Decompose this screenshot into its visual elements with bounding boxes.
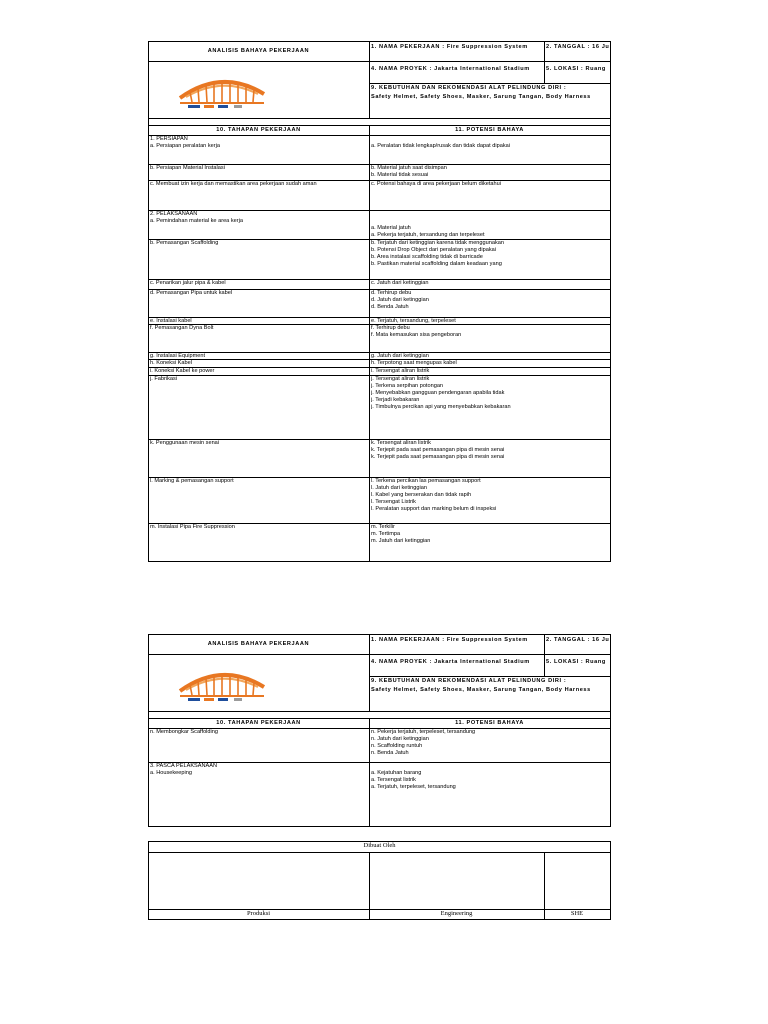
hazard-text: k. Terjepit pada saat pemasangan pipa di mesin senai (371, 454, 505, 460)
hazard-text: n. Jatuh dari ketinggian (371, 736, 429, 742)
form-title-p2: ANALISIS BAHAYA PEKERJAAN (207, 641, 310, 647)
signoff-she: SHE (570, 910, 584, 917)
job-date-p2: 2. TANGGAL : 16 Ju (546, 637, 610, 643)
hazard-text: j. Terkena serpihan potongan (371, 383, 444, 389)
col-header-hazards: 11. POTENSI BAHAYA (455, 127, 524, 133)
project-name-p2: 4. NAMA PROYEK : Jakarta International Stadium (371, 659, 530, 665)
hazard-text: b. Material jatuh saat disimpan (371, 165, 447, 171)
hazard-text: l. Kabel yang berserakan dan tidak rapih (371, 492, 472, 498)
hazard-text: j. Tersengat aliran listrik (371, 376, 430, 382)
hazard-text: i. Tersengat aliran listrik (371, 368, 430, 374)
work-step-text: c. Membuat izin kerja dan memastikan area pekerjaan sudah aman (150, 181, 317, 187)
ppe-items: Safety Helmet, Safety Shoes, Masker, Sarung Tangan, Body Harness (371, 94, 591, 100)
work-step-text: m. Instalasi Pipa Fire Suppression (150, 524, 235, 530)
work-step-text: j. Fabrikasi (150, 376, 178, 382)
col-header-hazards-p2: 11. POTENSI BAHAYA (455, 720, 524, 726)
hazard-text: f. Terhirup debu (371, 325, 410, 331)
hazard-text: b. Pastikan material scaffolding dalam keadaan yang (371, 261, 502, 267)
hazard-text: h. Terpotong saat mengupas kabel (371, 360, 457, 366)
border-right (610, 41, 611, 562)
hazard-text: n. Benda Jatuh (371, 750, 409, 756)
hazard-text: k. Tersengat aliran listrik (371, 440, 431, 446)
jha-sheet-page-2 (148, 634, 611, 922)
hazard-text: j. Terjadi kebakaran (371, 397, 420, 403)
work-step-text: e. Instalasi kabel (150, 318, 192, 324)
col-header-steps-p2: 10. TAHAPAN PEKERJAAN (216, 720, 301, 726)
hazard-text: a. Peralatan tidak lengkap/rusak dan tidak dapat dipakai (371, 143, 511, 149)
work-step-text: g. Instalasi Equipment (150, 353, 206, 359)
hazard-text: m. Terkilir (371, 524, 395, 530)
hazard-text: c. Jatuh dari ketinggian (371, 280, 429, 286)
project-name: 4. NAMA PROYEK : Jakarta International Stadium (371, 66, 530, 72)
ppe-items-p2: Safety Helmet, Safety Shoes, Masker, Sarung Tangan, Body Harness (371, 687, 591, 693)
job-date: 2. TANGGAL : 16 Ju (546, 44, 610, 50)
hazard-text: a. Tersengat listrik (371, 777, 416, 783)
hazard-text: l. Peralatan support dan marking belum di inspeksi (371, 506, 497, 512)
work-step-text: a. Pemindahan material ke area kerja (150, 218, 243, 224)
border-bottom (148, 561, 611, 562)
job-name: 1. NAMA PEKERJAAN : Fire Suppression System (371, 44, 528, 50)
job-name-p2: 1. NAMA PEKERJAAN : Fire Suppression System (371, 637, 528, 643)
hazard-text: d. Benda Jatuh (371, 304, 409, 310)
work-step-text: b. Pemasangan Scaffolding (150, 240, 219, 246)
col-header-steps: 10. TAHAPAN PEKERJAAN (216, 127, 301, 133)
hazard-text: k. Terjepit pada saat pemasangan pipa di mesin senai (371, 447, 505, 453)
work-step-text: 1. PERSIAPAN (150, 136, 188, 142)
border-left (148, 41, 149, 562)
job-location-p2: 5. LOKASI : Ruang (546, 659, 606, 665)
work-step-text: 2. PELAKSANAAN (150, 211, 198, 217)
work-step-text: a. Housekeeping (150, 770, 192, 776)
form-title: ANALISIS BAHAYA PEKERJAAN (207, 48, 310, 54)
hazard-text: a. Terjatuh, terpeleset, tersandung (371, 784, 456, 790)
hazard-text: n. Pekerja terjatuh, terpeleset, tersandung (371, 729, 476, 735)
signoff-produksi: Produksi (246, 910, 271, 917)
stadium-logo (176, 663, 268, 703)
hazard-text: b. Area instalasi scaffolding tidak di barricade (371, 254, 483, 260)
hazard-text: j. Timbulnya percikan api yang menyebabkan kebakaran (371, 404, 511, 410)
ppe-title-p2: 9. KEBUTUHAN DAN REKOMENDASI ALAT PELINDUNG DIRI : (371, 678, 567, 684)
hazard-text: l. Tersengat Listrik (371, 499, 416, 505)
work-step-text: d. Pemasangan Pipa untuk kabel (150, 290, 233, 296)
hazard-text: e. Terjatuh, tersandung, terpeleset (371, 318, 456, 324)
work-step-text: 3. PASCA PELAKSANAAN (150, 763, 218, 769)
hazard-text: b. Terjatuh dari ketinggian karena tidak menggunakan (371, 240, 504, 246)
hazard-text: f. Mata kemasukan sisa pengeboran (371, 332, 462, 338)
work-step-text: n. Membongkar Scaffolding (150, 729, 218, 735)
job-location: 5. LOKASI : Ruang (546, 66, 606, 72)
work-step-text: l. Marking & pemasangan support (150, 478, 234, 484)
hazard-text: d. Terhirup debu (371, 290, 412, 296)
hazard-text: a. Material jatuh (371, 225, 411, 231)
hazard-text: c. Potensi bahaya di area pekerjaan belum diketahui (371, 181, 501, 187)
work-step-text: a. Persiapan peralatan kerja (150, 143, 220, 149)
hazard-text: a. Kejatuhan barang (371, 770, 422, 776)
jha-sheet-page-1 (148, 41, 611, 562)
hazard-text: b. Potensi Drop Object dari peralatan yang dipakai (371, 247, 497, 253)
work-step-text: f. Pemasangan Dyna Bolt (150, 325, 214, 331)
border-top (148, 41, 611, 42)
signoff-title: Dibuat Oleh (363, 842, 396, 849)
hazard-text: a. Pekerja terjatuh, tersandung dan terpeleset (371, 232, 485, 238)
ppe-title: 9. KEBUTUHAN DAN REKOMENDASI ALAT PELINDUNG DIRI : (371, 85, 567, 91)
hazard-text: b. Material tidak sesuai (371, 172, 429, 178)
work-step-text: h. Koneksi Kabel (150, 360, 192, 366)
hazard-text: d. Jatuh dari ketinggian (371, 297, 429, 303)
work-step-text: c. Penarikan jalur pipa & kabel (150, 280, 226, 286)
hazard-text: l. Terkena percikan las pemasangan support (371, 478, 481, 484)
signoff-engineering: Engineering (440, 910, 473, 917)
hazard-text: g. Jatuh dari ketinggian (371, 353, 429, 359)
hazard-text: m. Jatuh dari ketinggian (371, 538, 431, 544)
work-step-text: b. Persiapan Material Instalasi (150, 165, 225, 171)
hazard-text: n. Scaffolding runtuh (371, 743, 423, 749)
stadium-logo (176, 70, 268, 110)
work-step-text: i. Koneksi Kabel ke power (150, 368, 215, 374)
hazard-text: j. Menyebabkan gangguan pendengaran apabila tidak (371, 390, 505, 396)
work-step-text: k. Penggunaan mesin senai (150, 440, 220, 446)
hazard-text: l. Jatuh dari ketinggian (371, 485, 427, 491)
hazard-text: m. Tertimpa (371, 531, 401, 537)
